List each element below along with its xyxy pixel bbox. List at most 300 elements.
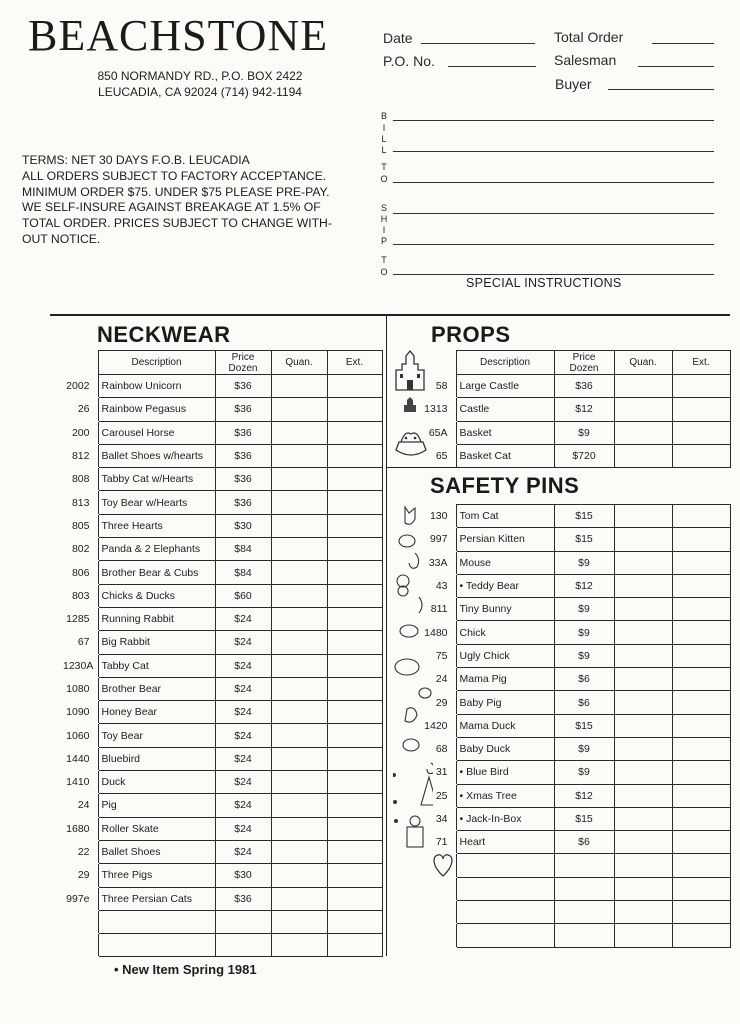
table-row xyxy=(416,784,730,807)
extension-cell[interactable] xyxy=(327,864,382,887)
quantity-cell[interactable] xyxy=(271,654,327,677)
table-row xyxy=(416,551,730,574)
ext-header: Ext. xyxy=(672,351,730,375)
table-row xyxy=(60,724,382,747)
item-code: 33A xyxy=(428,556,448,569)
item-description: Bluebird xyxy=(98,747,215,770)
item-price: $36 xyxy=(215,468,271,491)
quantity-cell[interactable] xyxy=(271,631,327,654)
item-code xyxy=(416,924,456,947)
extension-cell[interactable] xyxy=(672,398,730,421)
terms-line: ALL ORDERS SUBJECT TO FACTORY ACCEPTANCE. xyxy=(22,168,327,183)
neckwear-title: NECKWEAR xyxy=(97,322,231,347)
item-description: Mama Pig xyxy=(456,668,554,691)
table-row xyxy=(416,574,730,597)
item-price xyxy=(554,854,614,877)
item-description: Basket xyxy=(456,421,554,444)
item-code: 68 xyxy=(435,743,448,756)
extension-cell[interactable] xyxy=(672,737,730,760)
quantity-cell[interactable] xyxy=(614,505,672,528)
item-description: Three Persian Cats xyxy=(98,887,215,910)
item-price: $24 xyxy=(215,724,271,747)
quantity-cell[interactable] xyxy=(614,621,672,644)
section-divider xyxy=(50,314,730,316)
item-price: $720 xyxy=(554,444,614,467)
item-price: $15 xyxy=(554,714,614,737)
quantity-cell[interactable] xyxy=(614,761,672,784)
quantity-cell[interactable] xyxy=(271,398,327,421)
item-code: 811 xyxy=(430,603,448,616)
quantity-cell[interactable] xyxy=(614,714,672,737)
quantity-cell[interactable] xyxy=(271,584,327,607)
extension-cell[interactable] xyxy=(327,747,382,770)
item-description: Ballet Shoes w/hearts xyxy=(98,444,215,467)
extension-cell[interactable] xyxy=(672,854,730,877)
quantity-cell[interactable] xyxy=(271,561,327,584)
bill-to-letter: L xyxy=(381,134,387,144)
extension-cell[interactable] xyxy=(672,691,730,714)
quantity-cell[interactable] xyxy=(271,724,327,747)
table-row xyxy=(416,398,730,421)
item-code xyxy=(60,910,98,933)
quantity-cell[interactable] xyxy=(614,924,672,947)
table-row xyxy=(416,621,730,644)
extension-cell[interactable] xyxy=(672,807,730,830)
item-code: 812 xyxy=(71,450,90,463)
item-code: 1420 xyxy=(424,719,448,732)
extension-cell[interactable] xyxy=(327,631,382,654)
item-code: 34 xyxy=(435,813,448,825)
table-row xyxy=(416,877,730,900)
column-divider xyxy=(386,316,387,956)
salesman-field[interactable] xyxy=(638,66,714,67)
safety-pins-title: SAFETY PINS xyxy=(430,473,580,498)
bill-to-letter: B xyxy=(380,111,387,121)
quantity-cell[interactable] xyxy=(614,807,672,830)
item-description: Chicks & Ducks xyxy=(98,584,215,607)
item-code: 1285 xyxy=(66,613,90,626)
terms-line: WE SELF-INSURE AGAINST BREAKAGE AT 1.5% OF xyxy=(22,200,321,215)
table-row xyxy=(416,421,730,444)
props-title: PROPS xyxy=(431,322,511,347)
extension-cell[interactable] xyxy=(327,677,382,700)
quan-header: Quan. xyxy=(614,351,672,375)
extension-cell[interactable] xyxy=(672,714,730,737)
extension-cell[interactable] xyxy=(672,784,730,807)
table-row xyxy=(60,607,382,630)
extension-cell[interactable] xyxy=(672,551,730,574)
quantity-cell[interactable] xyxy=(271,910,327,933)
quantity-cell[interactable] xyxy=(614,421,672,444)
extension-cell[interactable] xyxy=(327,561,382,584)
quantity-cell[interactable] xyxy=(614,444,672,467)
item-code: 1090 xyxy=(66,706,90,719)
item-price: $9 xyxy=(554,644,614,667)
quantity-cell[interactable] xyxy=(271,887,327,910)
item-code: 31 xyxy=(435,766,448,779)
item-price: $6 xyxy=(554,668,614,691)
item-price: $12 xyxy=(554,784,614,807)
item-price: $12 xyxy=(554,398,614,421)
item-code: 1480 xyxy=(424,626,448,639)
item-price: $6 xyxy=(554,691,614,714)
total-order-label: Total Order xyxy=(554,29,624,45)
item-code: 130 xyxy=(429,509,448,522)
item-price: $9 xyxy=(554,551,614,574)
ship-to-line[interactable] xyxy=(393,244,714,245)
item-price: $9 xyxy=(554,421,614,444)
extension-cell[interactable] xyxy=(672,574,730,597)
extension-cell[interactable] xyxy=(672,375,730,398)
extension-cell[interactable] xyxy=(672,444,730,467)
item-description: Ballet Shoes xyxy=(98,840,215,863)
quantity-cell[interactable] xyxy=(271,794,327,817)
item-code: 25 xyxy=(435,789,448,802)
quantity-cell[interactable] xyxy=(271,934,327,957)
quantity-cell[interactable] xyxy=(614,375,672,398)
item-price: $36 xyxy=(215,375,271,398)
terms-block xyxy=(22,153,362,248)
item-code: 997 xyxy=(429,533,448,546)
bill-to-letter: I xyxy=(382,123,386,133)
quantity-cell[interactable] xyxy=(271,771,327,794)
price-header: Price Dozen xyxy=(554,351,614,375)
item-description: Duck xyxy=(98,771,215,794)
extension-cell[interactable] xyxy=(327,654,382,677)
salesman-label: Salesman xyxy=(554,52,617,68)
item-code: 813 xyxy=(71,496,90,509)
item-description: Toy Bear w/Hearts xyxy=(98,491,215,514)
quantity-cell[interactable] xyxy=(271,840,327,863)
safety-pins-table xyxy=(416,504,731,948)
buyer-field[interactable] xyxy=(608,89,714,90)
po-field[interactable] xyxy=(448,66,536,67)
item-description: Three Pigs xyxy=(98,864,215,887)
extension-cell[interactable] xyxy=(327,421,382,444)
table-row xyxy=(60,561,382,584)
quantity-cell[interactable] xyxy=(614,737,672,760)
item-code: 803 xyxy=(71,589,90,602)
item-price: $24 xyxy=(215,631,271,654)
item-code: 1080 xyxy=(66,683,90,695)
bill-to-line[interactable] xyxy=(393,182,714,183)
table-row xyxy=(60,631,382,654)
bill-to-letter: T xyxy=(381,162,387,172)
item-code xyxy=(60,934,98,957)
quantity-cell[interactable] xyxy=(271,444,327,467)
bill-to-letter: L xyxy=(381,145,387,155)
extension-cell[interactable] xyxy=(672,877,730,900)
extension-cell[interactable] xyxy=(327,771,382,794)
price-header: Price Dozen xyxy=(215,351,271,375)
item-description: Toy Bear xyxy=(98,724,215,747)
table-row xyxy=(60,421,382,444)
bill-to-line[interactable] xyxy=(393,151,714,152)
item-code: 997e xyxy=(66,892,90,905)
item-description: • Xmas Tree xyxy=(456,784,554,807)
item-price: $9 xyxy=(554,761,614,784)
item-code: 22 xyxy=(77,846,90,859)
extension-cell[interactable] xyxy=(327,724,382,747)
quantity-cell[interactable] xyxy=(614,574,672,597)
quantity-cell[interactable] xyxy=(614,644,672,667)
item-description: Three Hearts xyxy=(98,514,215,537)
item-price: $24 xyxy=(215,701,271,724)
table-row xyxy=(60,375,382,398)
table-row xyxy=(416,644,730,667)
item-code: 1313 xyxy=(424,403,448,416)
extension-cell[interactable] xyxy=(327,840,382,863)
item-code: 806 xyxy=(71,566,90,579)
item-price: $36 xyxy=(215,887,271,910)
quantity-cell[interactable] xyxy=(614,691,672,714)
table-row xyxy=(416,924,730,947)
company-name: BEACHSTONE xyxy=(28,11,329,60)
item-price: $24 xyxy=(215,654,271,677)
extension-cell[interactable] xyxy=(672,505,730,528)
table-row xyxy=(60,677,382,700)
extension-cell[interactable] xyxy=(672,421,730,444)
quantity-cell[interactable] xyxy=(271,491,327,514)
po-label: P.O. No. xyxy=(383,53,435,69)
item-price: $15 xyxy=(554,807,614,830)
table-row xyxy=(416,528,730,551)
ship-to-letter: S xyxy=(380,203,387,213)
extension-cell[interactable] xyxy=(327,514,382,537)
table-row xyxy=(416,668,730,691)
item-description: Large Castle xyxy=(456,375,554,398)
item-description: Castle xyxy=(456,398,554,421)
item-description xyxy=(456,924,554,947)
extension-cell[interactable] xyxy=(327,538,382,561)
buyer-label: Buyer xyxy=(555,76,592,92)
extension-cell[interactable] xyxy=(672,831,730,854)
table-row xyxy=(416,854,730,877)
extension-cell[interactable] xyxy=(672,528,730,551)
table-row xyxy=(416,691,730,714)
quantity-cell[interactable] xyxy=(614,528,672,551)
item-price xyxy=(215,910,271,933)
quantity-cell[interactable] xyxy=(271,701,327,724)
item-description: Mama Duck xyxy=(456,714,554,737)
date-field[interactable] xyxy=(421,43,535,44)
extension-cell[interactable] xyxy=(327,910,382,933)
description-header: Description xyxy=(456,351,554,375)
quantity-cell[interactable] xyxy=(271,864,327,887)
ship-to-letter: T xyxy=(381,255,387,265)
table-row xyxy=(60,444,382,467)
ship-to-line[interactable] xyxy=(393,213,714,214)
bill-to-line[interactable] xyxy=(393,120,714,121)
item-price: $36 xyxy=(215,398,271,421)
item-price: $36 xyxy=(215,491,271,514)
company-address-line1: 850 NORMANDY RD., P.O. BOX 2422 xyxy=(97,69,303,83)
item-code: 24 xyxy=(77,799,90,812)
terms-line: TERMS: NET 30 DAYS F.O.B. LEUCADIA xyxy=(22,153,250,167)
description-header: Description xyxy=(98,351,215,375)
item-description: Chick xyxy=(456,621,554,644)
date-label: Date xyxy=(383,30,413,46)
extension-cell[interactable] xyxy=(672,761,730,784)
table-row xyxy=(60,887,382,910)
quantity-cell[interactable] xyxy=(271,747,327,770)
ship-to-letter: H xyxy=(380,214,388,224)
item-description: Tom Cat xyxy=(456,505,554,528)
item-price: $36 xyxy=(215,421,271,444)
extension-cell[interactable] xyxy=(672,598,730,621)
item-price: $84 xyxy=(215,561,271,584)
quantity-cell[interactable] xyxy=(271,817,327,840)
item-price: $36 xyxy=(554,375,614,398)
ship-to-line[interactable] xyxy=(393,274,714,275)
table-row xyxy=(416,831,730,854)
item-description xyxy=(98,934,215,957)
quantity-cell[interactable] xyxy=(271,468,327,491)
bill-to-letter: O xyxy=(380,174,388,184)
item-price: $24 xyxy=(215,840,271,863)
extension-cell[interactable] xyxy=(327,701,382,724)
item-price: $24 xyxy=(215,677,271,700)
item-code: 200 xyxy=(71,426,90,439)
item-code: 1440 xyxy=(66,752,90,765)
item-code: 58 xyxy=(435,379,448,392)
item-price: $24 xyxy=(215,817,271,840)
item-price: $30 xyxy=(215,514,271,537)
item-price: $24 xyxy=(215,747,271,770)
basket-sketch-icon xyxy=(393,428,429,462)
item-code: 65 xyxy=(435,450,448,463)
company-address-line2: LEUCADIA, CA 92024 (714) 942-1194 xyxy=(98,85,302,99)
quantity-cell[interactable] xyxy=(271,375,327,398)
item-price: $9 xyxy=(554,621,614,644)
item-price: $24 xyxy=(215,771,271,794)
item-description: • Jack-In-Box xyxy=(456,807,554,830)
extension-cell[interactable] xyxy=(327,444,382,467)
table-row xyxy=(416,737,730,760)
quantity-cell[interactable] xyxy=(614,398,672,421)
extension-cell[interactable] xyxy=(672,668,730,691)
item-price xyxy=(215,934,271,957)
table-row xyxy=(60,514,382,537)
quantity-cell[interactable] xyxy=(614,854,672,877)
quantity-cell[interactable] xyxy=(271,538,327,561)
ship-to-letter: O xyxy=(380,267,388,277)
terms-line: TOTAL ORDER. PRICES SUBJECT TO CHANGE WITH- xyxy=(22,216,332,231)
item-code: 75 xyxy=(435,649,448,662)
ship-to-letter: P xyxy=(380,236,387,246)
props-table xyxy=(416,350,731,468)
quantity-cell[interactable] xyxy=(271,607,327,630)
quantity-cell[interactable] xyxy=(614,877,672,900)
item-code: 71 xyxy=(435,836,448,849)
item-description: Brother Bear xyxy=(98,677,215,700)
item-description: Panda & 2 Elephants xyxy=(98,538,215,561)
item-description: Persian Kitten xyxy=(456,528,554,551)
item-code xyxy=(416,877,456,900)
item-description: • Teddy Bear xyxy=(456,574,554,597)
item-description: Rainbow Pegasus xyxy=(98,398,215,421)
table-row xyxy=(60,538,382,561)
quantity-cell[interactable] xyxy=(614,598,672,621)
item-description: Mouse xyxy=(456,551,554,574)
extension-cell[interactable] xyxy=(672,621,730,644)
extension-cell[interactable] xyxy=(327,817,382,840)
item-price xyxy=(554,877,614,900)
table-row xyxy=(60,840,382,863)
item-price: $30 xyxy=(215,864,271,887)
item-price: $84 xyxy=(215,538,271,561)
table-row xyxy=(60,794,382,817)
quan-header: Quan. xyxy=(271,351,327,375)
item-description: Brother Bear & Cubs xyxy=(98,561,215,584)
quantity-cell[interactable] xyxy=(614,668,672,691)
item-code: 808 xyxy=(71,473,90,486)
extension-cell[interactable] xyxy=(327,375,382,398)
item-description: Tabby Cat w/Hearts xyxy=(98,468,215,491)
item-description xyxy=(456,901,554,924)
extension-cell[interactable] xyxy=(327,887,382,910)
quantity-cell[interactable] xyxy=(614,784,672,807)
extension-cell[interactable] xyxy=(327,398,382,421)
quantity-cell[interactable] xyxy=(614,901,672,924)
item-description: Tabby Cat xyxy=(98,654,215,677)
code-header xyxy=(60,351,98,375)
small-castle-sketch-icon xyxy=(402,396,418,414)
quantity-cell[interactable] xyxy=(614,551,672,574)
ship-to-letter: I xyxy=(382,225,386,235)
item-code: 43 xyxy=(435,580,448,593)
item-description: Pig xyxy=(98,794,215,817)
quantity-cell[interactable] xyxy=(271,514,327,537)
item-description: Carousel Horse xyxy=(98,421,215,444)
item-code: 24 xyxy=(435,673,448,686)
table-row xyxy=(60,491,382,514)
table-row xyxy=(416,505,730,528)
item-price xyxy=(554,901,614,924)
table-row xyxy=(416,375,730,398)
total-order-field[interactable] xyxy=(652,43,714,44)
table-row xyxy=(60,468,382,491)
extension-cell[interactable] xyxy=(327,491,382,514)
extension-cell[interactable] xyxy=(327,468,382,491)
item-price: $12 xyxy=(554,574,614,597)
item-description: Roller Skate xyxy=(98,817,215,840)
quantity-cell[interactable] xyxy=(271,421,327,444)
extension-cell[interactable] xyxy=(672,901,730,924)
table-row xyxy=(416,807,730,830)
extension-cell[interactable] xyxy=(672,924,730,947)
neckwear-table xyxy=(60,350,383,957)
extension-cell[interactable] xyxy=(327,934,382,957)
quantity-cell[interactable] xyxy=(614,831,672,854)
table-row xyxy=(416,598,730,621)
item-description: Heart xyxy=(456,831,554,854)
table-row xyxy=(60,910,382,933)
item-description: • Blue Bird xyxy=(456,761,554,784)
quantity-cell[interactable] xyxy=(271,677,327,700)
item-code: 1230A xyxy=(63,659,94,672)
table-row xyxy=(60,701,382,724)
terms-line: OUT NOTICE. xyxy=(22,231,101,246)
table-row xyxy=(60,864,382,887)
extension-cell[interactable] xyxy=(672,644,730,667)
extension-cell[interactable] xyxy=(327,584,382,607)
extension-cell[interactable] xyxy=(327,794,382,817)
item-price: $6 xyxy=(554,831,614,854)
extension-cell[interactable] xyxy=(327,607,382,630)
item-code xyxy=(416,901,456,924)
item-code: 802 xyxy=(71,543,90,556)
